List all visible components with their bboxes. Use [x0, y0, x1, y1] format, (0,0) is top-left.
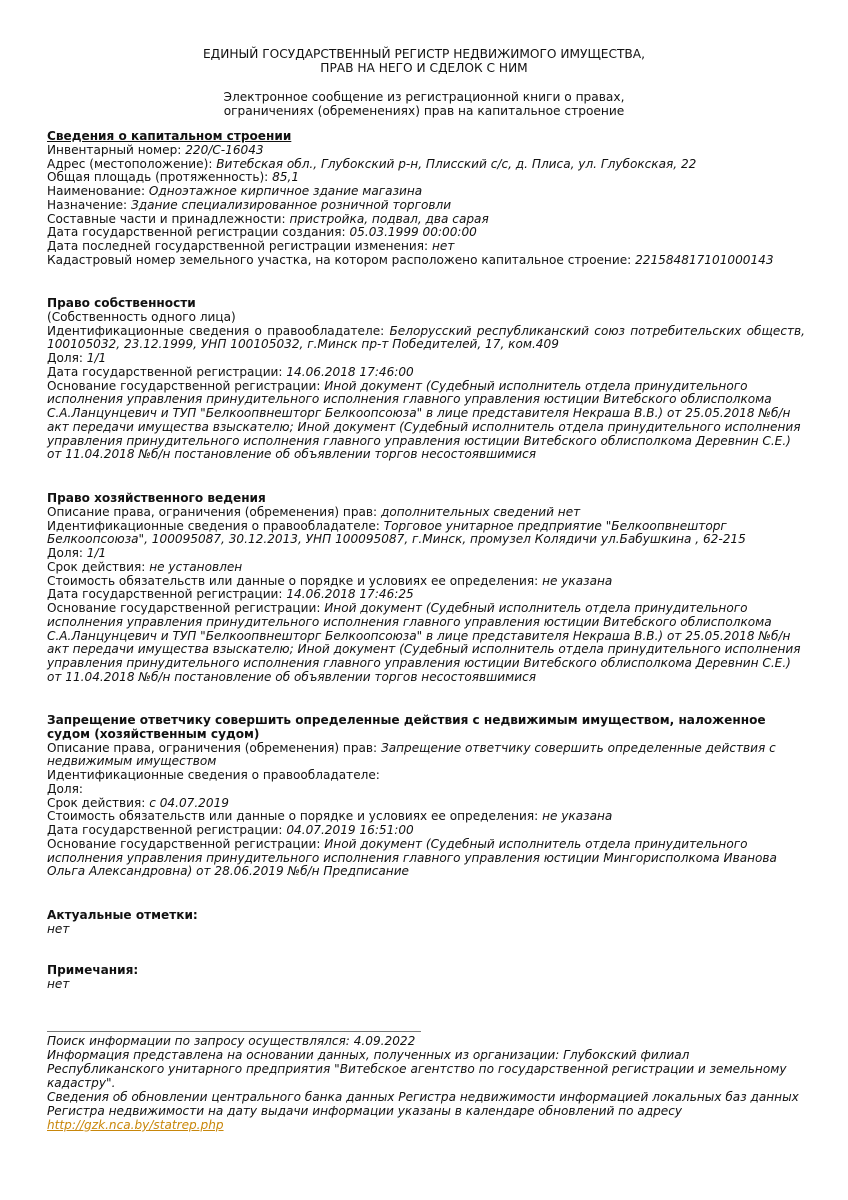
footer — [47, 1034, 807, 1132]
prohibition-field: Основание государственной регистрации: Иной документ (Судебный исполнитель отдела принудительного исполнения управления принудительного исполнения главного управления юстиции Мингорисполкома Иванова Ольга Александровна) от 28.06.2019 №б/н Предписание — [47, 836, 777, 879]
title-line-2: ПРАВ НА НЕГО И СДЕЛОК С НИМ — [320, 61, 528, 75]
updates-info: Сведения об обновлении центрального банка данных Регистра недвижимости информацией локальных баз данных Регистра недвижимости на дату выдачи информации указаны в календаре обновлений по адресу — [47, 1090, 799, 1118]
building-field: Дата последней государственной регистрации изменения: нет — [47, 239, 455, 253]
notes-value: нет — [47, 976, 70, 991]
building-field: Составные части и принадлежности: пристройка, подвал, два сарая — [47, 211, 489, 226]
building-section — [47, 130, 805, 268]
economic-field: Стоимость обязательств или данные о порядке и условиях ее определения: не указана — [47, 573, 613, 588]
current-marks-heading: Актуальные отметки: — [47, 908, 198, 922]
ownership-section — [47, 297, 805, 462]
document-title — [0, 47, 848, 75]
subtitle-line-1: Электронное сообщение из регистрационной книги о правах, — [223, 90, 625, 104]
current-marks-value: нет — [47, 921, 70, 936]
economic-field: Доля: 1/1 — [47, 546, 107, 560]
building-field: Дата государственной регистрации создания: 05.03.1999 00:00:00 — [47, 225, 477, 240]
building-heading: Сведения о капитальном строении — [47, 129, 292, 143]
building-field: Кадастровый номер земельного участка, на котором расположено капитальное строение: 221584817101000143 — [47, 252, 774, 267]
economic-field: Описание права, ограничения (обременения) прав: дополнительных сведений нет — [47, 504, 581, 519]
source-info: Информация представлена на основании данных, полученных из организации: Глубокский филиал Республиканского унитарного предприятия "Витебское агентство по государственной регистрации и земельному кадастру". — [47, 1048, 787, 1090]
prohibition-heading: Запрещение ответчику совершить определенные действия с недвижимым имуществом, наложенное судом (хозяйственным судом) — [47, 713, 766, 741]
footer-divider — [47, 1031, 421, 1032]
building-field: Общая площадь (протяженность): 85,1 — [47, 170, 300, 185]
document-subtitle — [0, 90, 848, 118]
prohibition-field: Дата государственной регистрации: 04.07.2019 16:51:00 — [47, 823, 414, 837]
ownership-subheading: (Собственность одного лица) — [47, 309, 236, 324]
prohibition-field: Описание права, ограничения (обременения) прав: Запрещение ответчику совершить определенные действия с недвижимым имуществом — [47, 740, 776, 769]
prohibition-field: Стоимость обязательств или данные о порядке и условиях ее определения: не указана — [47, 809, 613, 824]
building-field: Назначение: Здание специализированное розничной торговли — [47, 197, 452, 212]
ownership-field: Доля: 1/1 — [47, 351, 107, 365]
prohibition-field: Идентификационные сведения о правообладателе: — [47, 768, 380, 782]
prohibition-field: Доля: — [47, 781, 83, 796]
notes-section — [47, 964, 805, 992]
title-line-1: ЕДИНЫЙ ГОСУДАРСТВЕННЫЙ РЕГИСТР НЕДВИЖИМОГО ИМУЩЕСТВА, — [202, 47, 646, 61]
notes-heading: Примечания: — [47, 963, 139, 977]
building-field: Инвентарный номер: 220/С-16043 — [47, 142, 264, 157]
economic-field: Срок действия: не установлен — [47, 559, 243, 574]
economic-field: Основание государственной регистрации: Иной документ (Судебный исполнитель отдела принудительного исполнения управления принудительного исполнения главного управления юстиции Витебского облисполкома С.А.Ланцунцевич и ТУП "Белкоопвнешторг Белкоопсоюза" в лице представителя Некраша В.В.) от 25.05.2018 №б/н акт передачи имущества взыскателю; Иной документ (Судебный исполнитель отдела принудительного исполнения управления принудительного исполнения главного управления юстиции Витебского облисполкома Деревнин С.Е.) от 11.04.2018 №б/н постановление об объявлении торгов несостоявшимися — [47, 601, 801, 684]
building-field: Адрес (местоположение): Витебская обл., Глубокский р-н, Плисский с/с, д. Плиса, ул. Глубокская, 22 — [47, 156, 697, 171]
economic-section — [47, 492, 805, 685]
economic-field: Дата государственной регистрации: 14.06.2018 17:46:25 — [47, 587, 414, 602]
ownership-field: Дата государственной регистрации: 14.06.2018 17:46:00 — [47, 364, 414, 379]
statrep-link[interactable]: http://gzk.nca.by/statrep.php — [47, 1118, 224, 1132]
economic-heading: Право хозяйственного ведения — [47, 491, 266, 505]
subtitle-line-2: ограничениях (обременениях) прав на капитальное строение — [223, 104, 625, 118]
ownership-field: Основание государственной регистрации: Иной документ (Судебный исполнитель отдела принудительного исполнения управления принудительного исполнения главного управления юстиции Витебского облисполкома С.А.Ланцунцевич и ТУП "Белкоопвнешторг Белкоопсоюза" в лице представителя Некраша В.В.) от 25.05.2018 №б/н акт передачи имущества взыскателю; Иной документ (Судебный исполнитель отдела принудительного исполнения управления принудительного исполнения главного управления юстиции Витебского облисполкома Деревнин С.Е.) от 11.04.2018 №б/н постановление об объявлении торгов несостоявшимися — [47, 378, 801, 462]
prohibition-section — [47, 714, 805, 879]
ownership-field: Идентификационные сведения о правообладателе: Белорусский республиканский союз потребительских обществ, 100105032, 23.12.1999, УНП 100105032, г.Минск пр-т Победителей, 17, ком.409 — [47, 323, 805, 352]
economic-field: Идентификационные сведения о правообладателе: Торговое унитарное предприятие "Белкоопвнешторг Белкоопсоюза", 100095087, 30.12.2013, УНП 100095087, г.Минск, промузел Колядичи ул.Бабушкина , 62-215 — [47, 518, 746, 547]
ownership-heading: Право собственности — [47, 296, 196, 310]
building-field: Наименование: Одноэтажное кирпичное здание магазина — [47, 184, 423, 198]
search-date: Поиск информации по запросу осуществлялся: 4.09.2022 — [47, 1034, 416, 1048]
current-marks-section — [47, 909, 805, 937]
prohibition-field: Срок действия: с 04.07.2019 — [47, 795, 229, 810]
